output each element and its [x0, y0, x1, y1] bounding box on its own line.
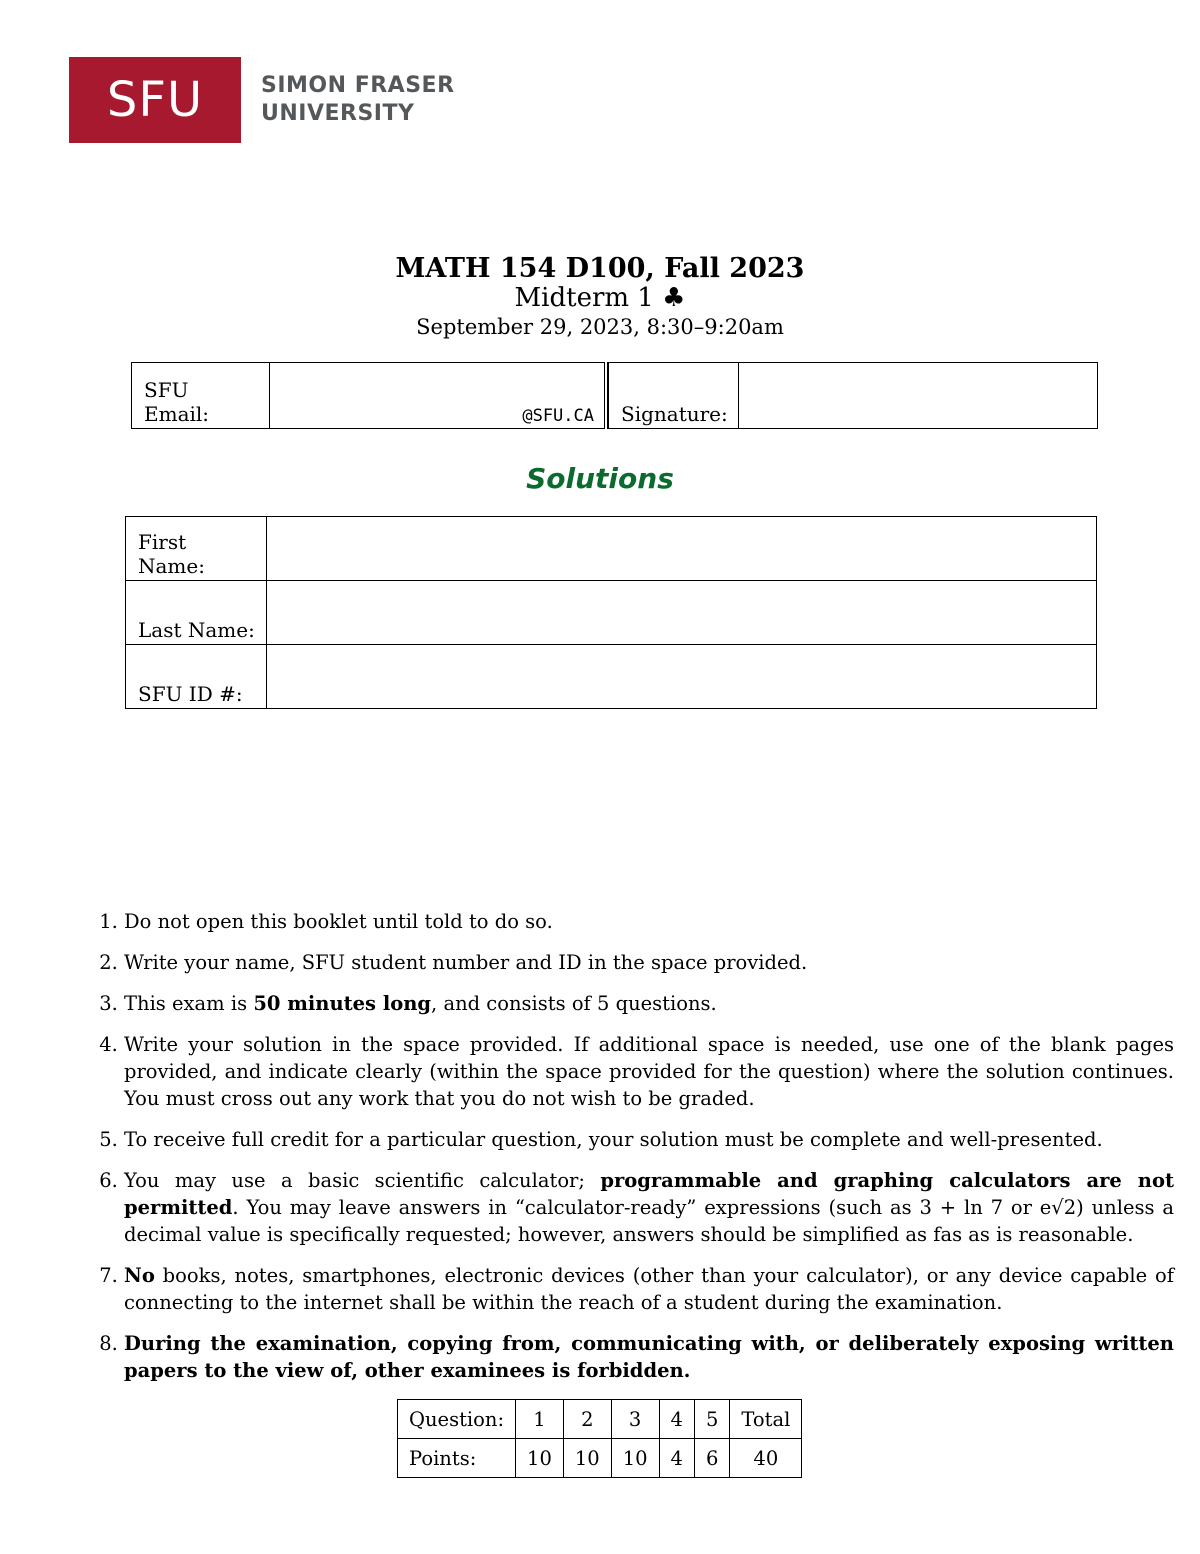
- instruction-emphasis: No: [124, 1264, 155, 1287]
- student-id-label: SFU ID #:: [126, 645, 267, 709]
- instruction-emphasis: 50 minutes long: [253, 992, 432, 1015]
- solutions-handwritten-mark: Solutions: [526, 462, 674, 495]
- exam-date: September 29, 2023, 8:30–9:20am: [416, 315, 784, 339]
- question-row-label: Question:: [398, 1400, 516, 1439]
- signature-label: Signature:: [609, 363, 739, 429]
- signature-field[interactable]: [738, 363, 1097, 429]
- instruction-text: You may use a basic scientific calculator;: [124, 1169, 601, 1192]
- sfu-logo: [69, 57, 455, 143]
- logo-line-2: UNIVERSITY: [261, 101, 415, 126]
- email-signature-table: [131, 362, 1098, 429]
- instruction-item: 4. Write your solution in the space provided. If additional space is needed, use one of the blank pages provided, and indicate clearly (within the space provided for the question) where the solution continues. You must cross out any work that you do not wish to be graded.: [124, 1031, 1174, 1112]
- points-table: [397, 1399, 802, 1478]
- sfu-logo-mark: SFU: [69, 57, 241, 143]
- last-name-field[interactable]: [267, 581, 1097, 645]
- instruction-text: , and consists of 5 questions.: [431, 992, 717, 1015]
- exam-subtitle: Midterm 1 ♣: [514, 283, 686, 313]
- logo-line-1: SIMON FRASER: [261, 73, 455, 98]
- points-row-label: Points:: [398, 1439, 516, 1478]
- question-cell: 3: [611, 1400, 659, 1439]
- student-id-field[interactable]: [267, 645, 1097, 709]
- instruction-emphasis: programmable and graphing calculators are not permitted: [124, 1169, 1174, 1219]
- question-cell: 2: [563, 1400, 611, 1439]
- points-row: [398, 1439, 802, 1478]
- instruction-text: books, notes, smartphones, electronic devices (other than your calculator), or any device capable of connecting to the internet shall be within the reach of a student during the examination.: [124, 1264, 1174, 1314]
- last-name-label: Last Name:: [126, 581, 267, 645]
- points-cell-total: 40: [730, 1439, 802, 1478]
- question-row: [398, 1400, 802, 1439]
- email-label: SFU Email:: [132, 363, 270, 429]
- first-name-label: First Name:: [126, 517, 267, 581]
- instruction-emphasis: During the examination, copying from, communicating with, or deliberately exposing written papers to the view of, other examinees is forbidden.: [124, 1332, 1174, 1382]
- exam-title: MATH 154 D100, Fall 2023: [395, 253, 805, 284]
- instruction-item: [124, 990, 1174, 1017]
- instructions-list: [82, 908, 1174, 1398]
- points-cell: 6: [694, 1439, 729, 1478]
- instruction-item: [124, 1330, 1174, 1384]
- instruction-item: 5. To receive full credit for a particular question, your solution must be complete and well-presented.: [124, 1126, 1174, 1153]
- points-cell: 10: [516, 1439, 564, 1478]
- instruction-item: 1. Do not open this booklet until told to do so.: [124, 908, 1174, 935]
- sfu-logo-wordmark: [261, 72, 455, 128]
- first-name-field[interactable]: [267, 517, 1097, 581]
- question-cell: 1: [516, 1400, 564, 1439]
- instruction-text: . You may leave answers in “calculator-ready” expressions (such as 3 + ln 7 or e√2) unless a decimal value is specifically requested; however, answers should be simplified as fas as is reasonable.: [124, 1196, 1174, 1246]
- exam-header: [0, 254, 1200, 342]
- email-suffix: @SFU.CA: [522, 406, 594, 426]
- points-cell: 10: [611, 1439, 659, 1478]
- question-cell-total: Total: [730, 1400, 802, 1439]
- instruction-item: [124, 1167, 1174, 1248]
- instruction-item: [124, 1262, 1174, 1316]
- email-field[interactable]: [270, 363, 607, 429]
- question-cell: 4: [659, 1400, 694, 1439]
- points-cell: 4: [659, 1439, 694, 1478]
- student-name-table: [125, 516, 1097, 709]
- points-cell: 10: [563, 1439, 611, 1478]
- question-cell: 5: [694, 1400, 729, 1439]
- instruction-item: 2. Write your name, SFU student number and ID in the space provided.: [124, 949, 1174, 976]
- instruction-text: This exam is: [124, 992, 254, 1015]
